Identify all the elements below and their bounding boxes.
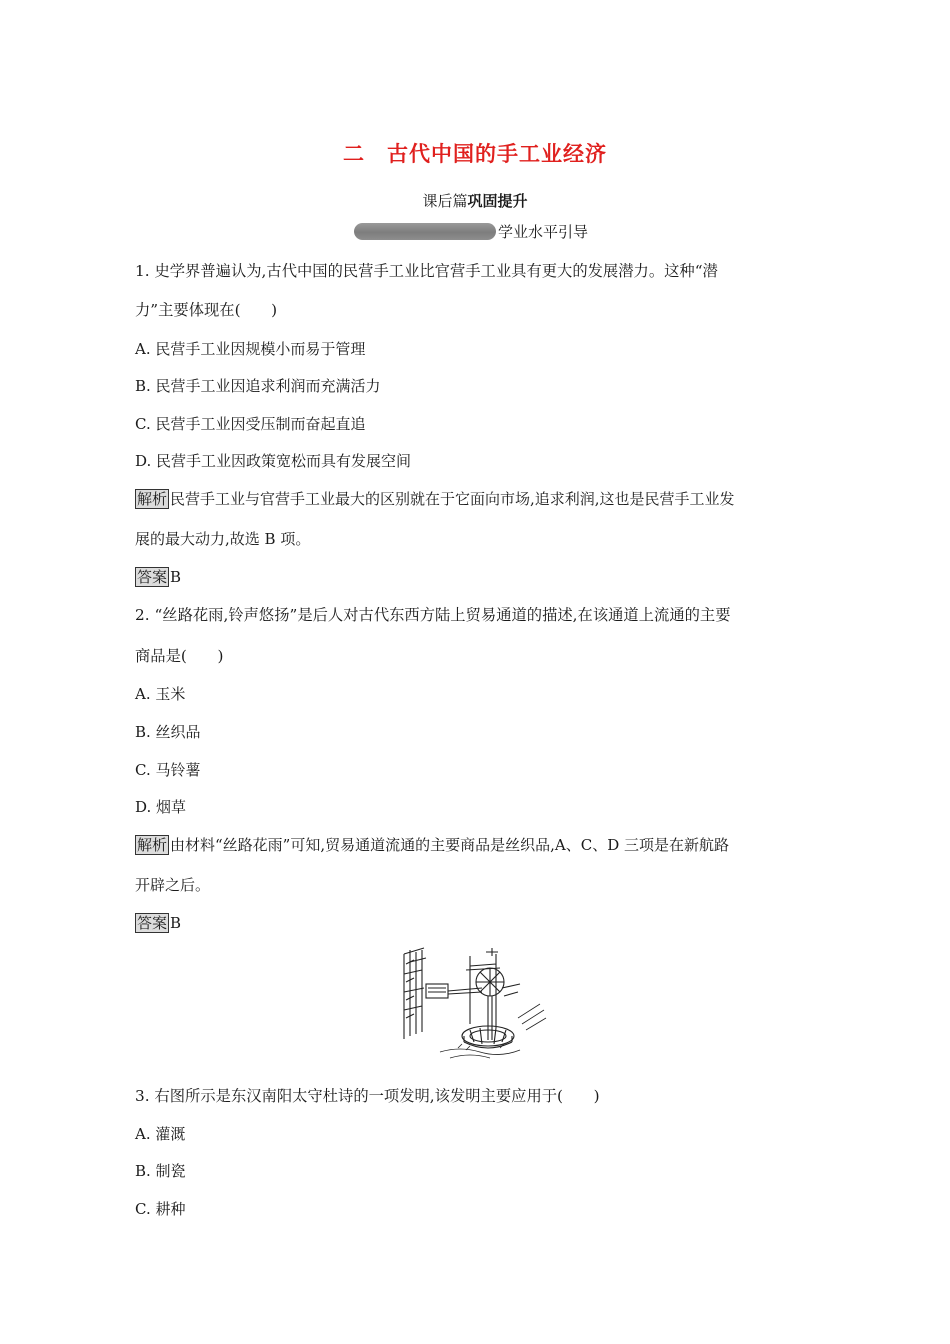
q1-analysis-line1 bbox=[135, 489, 735, 509]
q3-option-c: C. 耕种 bbox=[135, 1200, 186, 1218]
q2-option-b: B. 丝织品 bbox=[135, 723, 201, 741]
q2-option-c: C. 马铃薯 bbox=[135, 761, 201, 779]
q2-analysis-text: 由材料“丝路花雨”可知,贸易通道流通的主要商品是丝织品,A、C、D 三项是在新航路 bbox=[170, 836, 729, 854]
title-number: 二 bbox=[343, 142, 365, 166]
q1-analysis-line2: 展的最大动力,故选 B 项。 bbox=[135, 530, 311, 548]
level-pill-decoration bbox=[354, 223, 496, 240]
q2-stem-line1: 2. “丝路花雨,铃声悠扬”是后人对古代东西方陆上贸易通道的描述,在该通道上流通的主要 bbox=[135, 606, 731, 624]
page-title bbox=[0, 138, 950, 168]
q1-option-b: B. 民营手工业因追求利润而充满活力 bbox=[135, 377, 381, 395]
q1-option-a: A. 民营手工业因规模小而易于管理 bbox=[135, 340, 366, 358]
level-banner bbox=[354, 221, 588, 241]
title-text: 古代中国的手工业经济 bbox=[387, 142, 607, 166]
q2-analysis-line1 bbox=[135, 835, 729, 855]
q2-option-a: A. 玉米 bbox=[135, 685, 186, 703]
q2-option-d: D. 烟草 bbox=[135, 798, 187, 816]
section-subtitle bbox=[0, 190, 950, 211]
level-label: 学业水平引导 bbox=[498, 222, 589, 241]
analysis-tag: 解析 bbox=[137, 490, 168, 508]
q1-stem-line2: 力”主要体现在( ) bbox=[135, 301, 278, 319]
analysis-tag: 解析 bbox=[137, 836, 168, 854]
answer-tag: 答案 bbox=[137, 914, 168, 932]
q3-option-b: B. 制瓷 bbox=[135, 1162, 186, 1180]
q2-analysis-line2: 开辟之后。 bbox=[135, 876, 211, 894]
q3-stem-line1: 3. 右图所示是东汉南阳太守杜诗的一项发明,该发明主要应用于( ) bbox=[135, 1087, 600, 1105]
q1-analysis-text: 民营手工业与官营手工业最大的区别就在于它面向市场,追求利润,这也是民营手工业发 bbox=[170, 490, 735, 508]
q2-answer-value: B bbox=[170, 914, 182, 932]
q1-option-d: D. 民营手工业因政策宽松而具有发展空间 bbox=[135, 452, 412, 470]
subtitle-bold: 巩固提升 bbox=[467, 192, 528, 210]
q3-option-a: A. 灌溉 bbox=[135, 1125, 186, 1143]
q1-stem-line1: 1. 史学界普遍认为,古代中国的民营手工业比官营手工业具有更大的发展潜力。这种“潜 bbox=[135, 262, 718, 280]
q1-answer-line bbox=[135, 567, 181, 587]
subtitle-prefix: 课后篇 bbox=[422, 192, 468, 210]
q2-stem-line2: 商品是( ) bbox=[135, 647, 224, 665]
answer-tag: 答案 bbox=[137, 568, 168, 586]
q1-option-c: C. 民营手工业因受压制而奋起直追 bbox=[135, 415, 366, 433]
water-bellows-illustration bbox=[400, 944, 550, 1066]
q2-answer-line bbox=[135, 913, 181, 933]
q1-answer-value: B bbox=[170, 568, 182, 586]
